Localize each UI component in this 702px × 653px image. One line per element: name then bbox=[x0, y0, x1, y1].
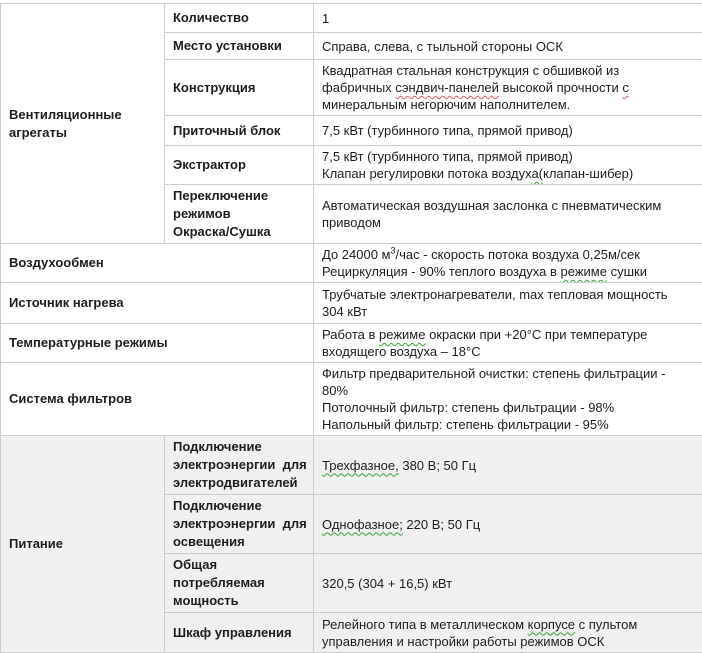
spec-table bbox=[0, 3, 702, 653]
superscript: 3 bbox=[391, 246, 396, 256]
value-cell-total-power: 320,5 (304 + 16,5) кВт bbox=[314, 554, 702, 613]
label-cell-extractor: Экстрактор bbox=[165, 146, 314, 185]
label-cell-power-motors: Подключение электроэнергии для электродвигателей bbox=[165, 436, 314, 495]
grammar-underline: Однофазное; bbox=[322, 517, 403, 532]
grammar-underline: Трехфазное, bbox=[322, 458, 399, 473]
group-label-power: Питание bbox=[9, 535, 156, 553]
table-row-power-motors bbox=[1, 436, 702, 495]
label-cell-supply-unit: Приточный блок bbox=[165, 116, 314, 146]
label-cell-mode-switch: Переключение режимов Окраска/Сушка bbox=[165, 185, 314, 244]
value-cell-extractor: 7,5 кВт (турбинного типа, прямой привод) Клапан регулировки потока воздуха(клапан-шибер) bbox=[314, 146, 702, 185]
value-cell-supply-unit: 7,5 кВт (турбинного типа, прямой привод) bbox=[314, 116, 702, 146]
label-cell-construction: Конструкция bbox=[165, 60, 314, 116]
label-cell-control-cabinet: Шкаф управления bbox=[165, 613, 314, 653]
group-cell-ventilation-units bbox=[1, 4, 165, 244]
label-cell-quantity: Количество bbox=[165, 4, 314, 33]
spellcheck-underline: сэндвич-панелей bbox=[395, 80, 499, 95]
label-cell-filter-system: Система фильтров bbox=[1, 363, 314, 436]
value-cell-mode-switch: Автоматическая воздушная заслонка с пневматическим приводом bbox=[314, 185, 702, 244]
spellcheck-underline: с bbox=[622, 80, 629, 95]
label-cell-power-lighting: Подключение электроэнергии для освещения bbox=[165, 495, 314, 554]
grammar-underline: а( bbox=[531, 166, 543, 181]
value-cell-control-cabinet: Релейного типа в металлическом корпусе с пультом управления и настройки работы режимов ОСК bbox=[314, 613, 702, 653]
value-cell-construction: Квадратная стальная конструкция с обшивкой из фабричных сэндвич-панелей высокой прочности с минеральным негорючим наполнителем. bbox=[314, 60, 702, 116]
value-cell-air-exchange: До 24000 $м^3$/час - скорость потока воздуха 0,25м/сек Рециркуляция - 90% теплого воздуха в режиме сушки bbox=[314, 244, 702, 283]
grammar-underline: корпусе bbox=[528, 617, 575, 632]
value-cell-power-lighting: Однофазное; 220 В; 50 Гц bbox=[314, 495, 702, 554]
table-row-air-exchange bbox=[1, 244, 702, 283]
label-cell-location: Место установки bbox=[165, 33, 314, 60]
value-cell-location: Справа, слева, с тыльной стороны ОСК bbox=[314, 33, 702, 60]
value-cell-power-motors: Трехфазное, 380 В; 50 Гц bbox=[314, 436, 702, 495]
value-cell-heat-source: Трубчатые электронагреватели, max тепловая мощность 304 кВт bbox=[314, 283, 702, 324]
table-row-heat-source bbox=[1, 283, 702, 324]
value-cell-filter-system: Фильтр предварительной очистки: степень фильтрации - 80% Потолочный фильтр: степень фильтрации - 98% Напольный фильтр: степень фильтрации - 95% bbox=[314, 363, 702, 436]
value-cell-quantity: 1 bbox=[314, 4, 702, 33]
table-row-temperature-modes bbox=[1, 324, 702, 363]
table-row-filter-system bbox=[1, 363, 702, 436]
table-row-quantity bbox=[1, 4, 702, 33]
label-cell-heat-source: Источник нагрева bbox=[1, 283, 314, 324]
value-cell-temperature-modes: Работа в режиме окраски при +20°С при температуре входящего воздуха – 18°С bbox=[314, 324, 702, 363]
grammar-underline: режиме bbox=[379, 327, 425, 342]
label-cell-total-power: Общая потребляемая мощность bbox=[165, 554, 314, 613]
label-cell-temperature-modes: Температурные режимы bbox=[1, 324, 314, 363]
label-cell-air-exchange: Воздухообмен bbox=[1, 244, 314, 283]
grammar-underline: режиме bbox=[561, 264, 607, 279]
group-cell-power-supply bbox=[1, 436, 165, 653]
group-label-ventilation: Вентиляционные агрегаты bbox=[9, 106, 156, 142]
